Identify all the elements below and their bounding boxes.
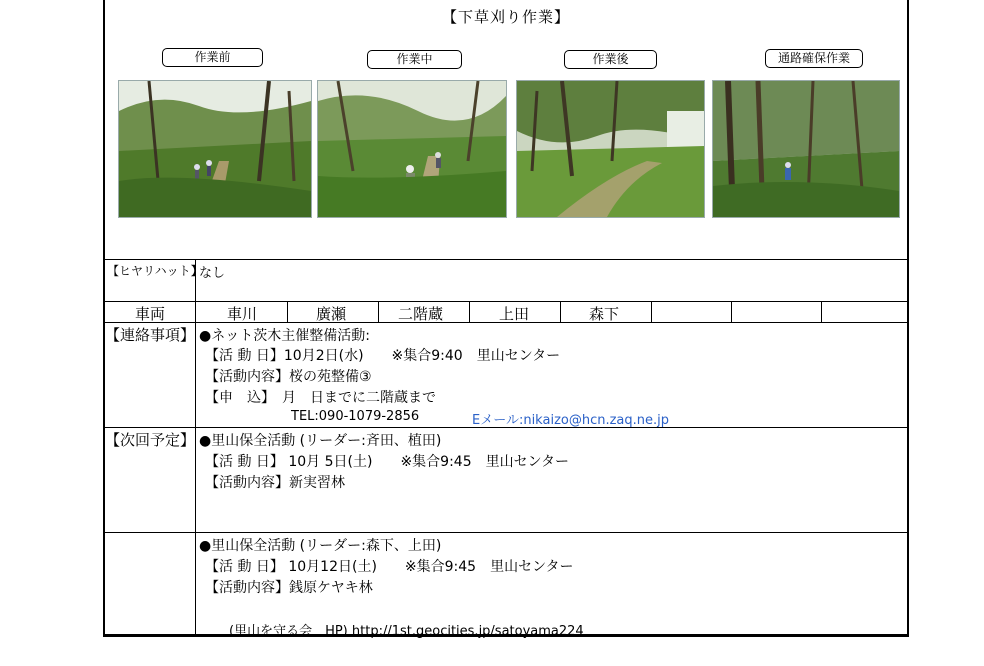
vehicle-divider xyxy=(560,301,561,322)
vehicle-name: 車川 xyxy=(227,305,258,323)
photo-after xyxy=(516,80,705,218)
contact-line: 【活 動 日】10月2日(水) ※集合9:40 里山センター xyxy=(205,348,561,364)
hiyari-label: 【ヒヤリハット】 xyxy=(107,264,203,278)
photo-during xyxy=(317,80,507,218)
forest-photo-after xyxy=(517,81,704,217)
footer-homepage: (里山を守る会 HP) http://1st.geocities.jp/satoyama224 xyxy=(229,624,584,639)
next-line: ●里山保全活動 (リーダー:斉田、植田) xyxy=(199,433,442,449)
contact-label: 【連絡事項】 xyxy=(105,326,196,344)
section-title: 【下草刈り作業】 xyxy=(441,8,570,26)
next-line: 【活 動 日】 10月 5日(土) ※集合9:45 里山センター xyxy=(205,454,570,470)
vehicle-name: 上田 xyxy=(499,305,530,323)
vehicle-divider xyxy=(651,301,652,322)
vehicle-divider xyxy=(287,301,288,322)
next2-line: 【活 動 日】 10月12日(土) ※集合9:45 里山センター xyxy=(205,559,574,575)
vehicle-name: 二階蔵 xyxy=(398,305,444,323)
rule-next2-top xyxy=(105,532,907,533)
contact-line: ●ネット茨木主催整備活動: xyxy=(199,328,370,344)
next2-line: ●里山保全活動 (リーダー:森下、上田) xyxy=(199,538,442,554)
vehicles-label: 車両 xyxy=(135,305,166,323)
photo-caption-after: 作業後 xyxy=(564,50,657,69)
forest-photo-before xyxy=(119,81,311,217)
vehicle-divider xyxy=(469,301,470,322)
next2-line: 【活動内容】銭原ケヤキ林 xyxy=(205,580,373,596)
next-line: 【活動内容】新実習林 xyxy=(205,475,345,491)
label-column-divider xyxy=(195,259,196,635)
hiyari-value: なし xyxy=(199,266,226,281)
contact-tel: TEL:090-1079-2856 xyxy=(291,409,420,424)
forest-photo-during xyxy=(318,81,506,217)
photo-caption-path: 通路確保作業 xyxy=(765,49,863,68)
photo-before xyxy=(118,80,312,218)
contact-line: 【活動内容】桜の苑整備③ xyxy=(205,369,372,385)
rule-hiyari-top xyxy=(105,259,907,260)
vehicle-divider xyxy=(821,301,822,322)
photo-caption-during: 作業中 xyxy=(367,50,462,69)
contact-email-link[interactable]: Eメール:nikaizo@hcn.zaq.ne.jp xyxy=(472,413,670,428)
next-label: 【次回予定】 xyxy=(105,431,196,449)
rule-vehicles-top xyxy=(105,301,907,302)
photo-caption-before: 作業前 xyxy=(162,48,263,67)
report-sheet xyxy=(103,0,909,637)
vehicle-divider xyxy=(378,301,379,322)
contact-line: 【申 込】 月 日までに二階蔵まで xyxy=(205,390,436,406)
vehicle-name: 廣瀬 xyxy=(316,305,347,323)
photo-path-clearing xyxy=(712,80,900,218)
vehicle-name: 森下 xyxy=(589,305,620,323)
forest-photo-path xyxy=(713,81,899,217)
vehicle-divider xyxy=(731,301,732,322)
